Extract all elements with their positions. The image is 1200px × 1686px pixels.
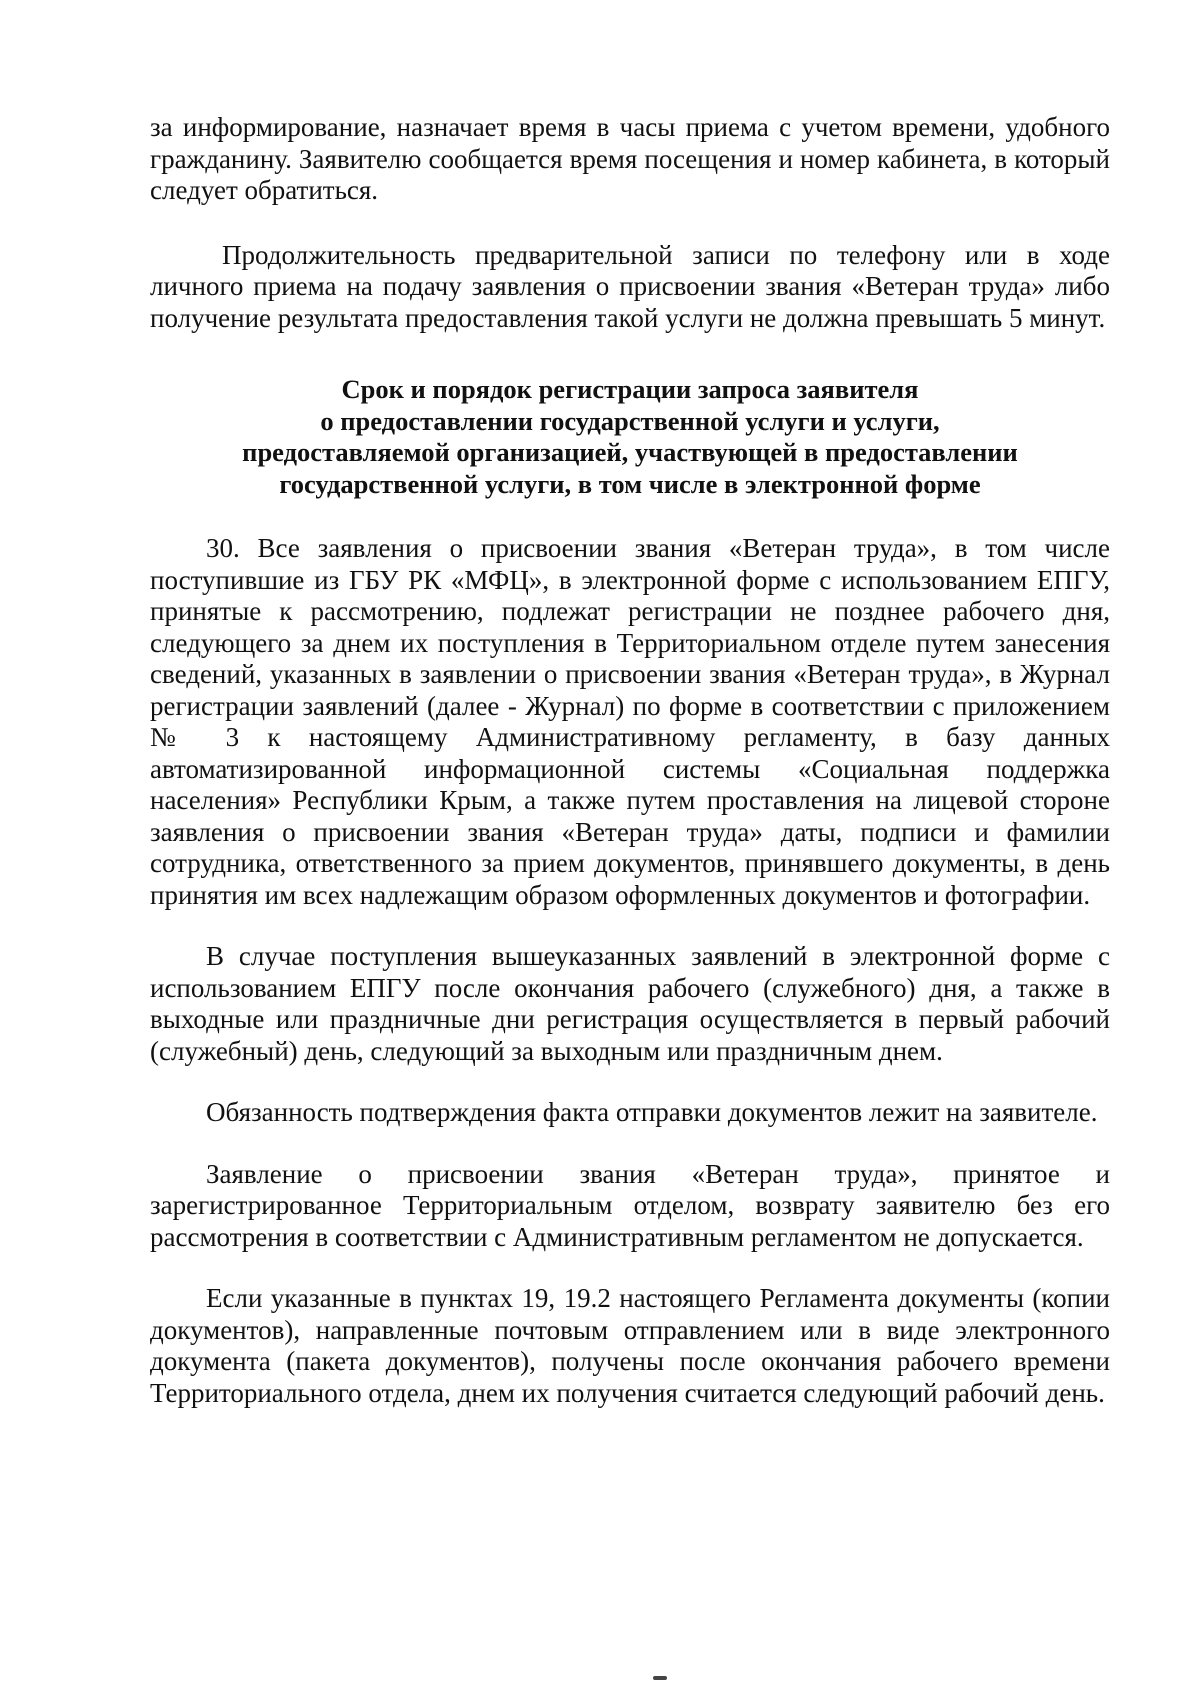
paragraph-obligation: Обязанность подтверждения факта отправки документов лежит на заявителе. — [206, 1097, 1098, 1127]
paragraph-return: Заявление о присвоении звания «Ветеран труда», принятое и зарегистрированное Территориальным отделом, возврату заявителю без его рассмотрения в соответствии с Административным регламентом не допускается. — [150, 1158, 1110, 1252]
document-page — [150, 112, 1110, 1409]
heading-line: предоставляемой организацией, участвующей в предоставлении — [242, 437, 1018, 467]
heading-line: Срок и порядок регистрации запроса заявителя — [341, 374, 919, 404]
paragraph-intro: за информирование, назначает время в часы приема с учетом времени, удобного гражданину. Заявителю сообщается время посещения и номер кабинета, в который следует обратиться. — [150, 112, 1110, 205]
heading-line: о предоставлении государственной услуги и услуги, — [320, 405, 940, 436]
paragraph-electronic: В случае поступления вышеуказанных заявлений в электронной форме с использованием ЕПГУ после окончания рабочего (служебного) дня, а также в выходные или праздничные дни регистрация осуществляется в первый рабочий (служебный) день, следующий за выходным или праздничным днем. — [150, 941, 1110, 1066]
scan-artifact-mark — [653, 1676, 667, 1680]
paragraph-postal: Если указанные в пунктах 19, 19.2 настоящего Регламента документы (копии документов), направленные почтовым отправлением или в виде электронного документа (пакета документов), получены после окончания рабочего времени Территориального отдела, днем их получения считается следующий рабочий день. — [150, 1283, 1110, 1408]
paragraph-duration: Продолжительность предварительной записи по телефону или в ходе личного приема на подачу заявления о присвоении звания «Ветеран труда» либо получение результата предоставления такой услуги не должна превышать 5 минут. — [150, 239, 1110, 333]
paragraph-30: 30. Все заявления о присвоении звания «Ветеран труда», в том числе поступившие из ГБУ РК «МФЦ», в электронной форме с использованием ЕПГУ, принятые к рассмотрению, подлежат регистрации не позднее рабочего дня, следующего за днем их поступления в Территориальном отделе путем занесения сведений, указанных в заявлении о присвоении звания «Ветеран труда», в Журнал регистрации заявлений (далее - Журнал) по форме в соответствии с приложением № 3 к настоящему Административному регламенту, в базу данных автоматизированной информационной системы «Социальная поддержка населения» Республики Крым, а также путем проставления на лицевой стороне заявления о присвоении звания «Ветеран труда» даты, подписи и фамилии сотрудника, ответственного за прием документов, принявшего документы, в день принятия им всех надлежащим образом оформленных документов и фотографии. — [150, 533, 1110, 910]
heading-line: государственной услуги, в том числе в электронной форме — [279, 468, 981, 499]
section-heading — [150, 374, 1110, 500]
